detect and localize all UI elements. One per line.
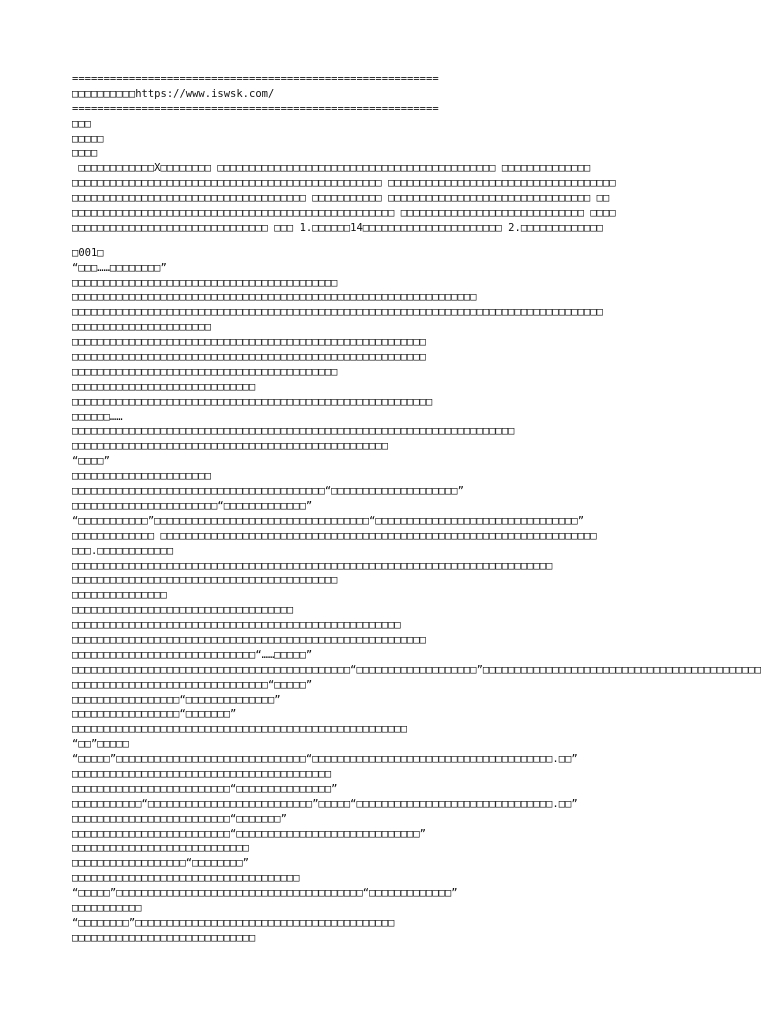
body-line: □□□□□□□□□□□□□□□□□□□□□□□□□□□□□□□□□□□□□□□□□□: [72, 276, 338, 289]
body-line: “□□□□□”□□□□□□□□□□□□□□□□□□□□□□□□□□□□□□□□□□□□□□□“□□□□□□□□□□□□□”: [72, 887, 458, 900]
body-line: □□□□□□□□□□□□□□□□□□□□□□□□□□□□□□□□□□□□□□□□□□□□□□□□□□□□□□□□□□□□□□□□□□□□□□□□□□□□: [72, 559, 553, 572]
body-line: □□□□□□□□□□□□□□□□□□□□□□□□□□□□□□□□□□□□□□□□□□□□□□□□□□□□□□□□: [72, 351, 427, 364]
intro-line: □□□□□□□□□□□□□□□□□□□□□□□□□□□□□□□□□□□□□□□□□□□□□□□□□ □□□□□□□□□□□□□□□□□□□□□□□□□□□□□□□□□□□□: [72, 177, 616, 190]
body-line: □□□□□□□□□□□□□□□□□□□□□□□□□□□□□□□□□□□□□□□□□□□□□□□□□□□□□□□□: [72, 336, 427, 349]
body-line: □□□□□□□□□□□□□□□□□□□□□□□□□□□□□□□□□□□□: [72, 872, 300, 885]
body-line: □□□.□□□□□□□□□□□□: [72, 544, 174, 557]
body-line: □□□□□□□□□□□□□□□□□□□□□□□□□□□□□□□□□□□□□□□□□□□□□□□□□□□□□□□□□□□□□□□□□□□□□□: [72, 425, 515, 438]
intro-line: □□□□□□□□□□□□□□□□□□□□□□□□□□□□□□□□□□□□□ □□□□□□□□□□□ □□□□□□□□□□□□□□□□□□□□□□□□□□□□□□□□ □□: [72, 192, 610, 205]
body-line: □□□□□□□□□□□□□□□□□□□□□□□□□□□□□□□□□□□□□□□□□□□□□□□□□□□□□□□□□□□□□□□□: [72, 291, 477, 304]
body-line: “□□”□□□□□: [72, 738, 129, 751]
document-page: [72, 72, 762, 946]
body-line: □□□□□□……: [72, 410, 123, 423]
body-line: □□□□□□□□□□□□□□□□□□□□□□□□□□□□□□□□□□□□□□□□□: [72, 767, 332, 780]
body-line: □□□□□□□□□□□“□□□□□□□□□□□□□□□□□□□□□□□□□□”□□□□□“□□□□□□□□□□□□□□□□□□□□□□□□□□□□□□□.□□”: [72, 797, 578, 810]
body-line: □□□□□□□□□□□□□□□□□“□□□□□□□□□□□□□□”: [72, 693, 281, 706]
book-author: □□□□□: [72, 132, 104, 145]
body-line: □□□□□□□□□□□□□□□□□□□□□□□□□□□□□: [72, 931, 256, 944]
body-line: □□□□□□□□□□□□□□□: [72, 589, 167, 602]
body-line: □□□□□□□□□□□□□□□□□□□□□□□□□□□□□□□□□□□□□□□□□□: [72, 365, 338, 378]
header-rule-bottom: ==========================================================: [72, 102, 439, 115]
header-rule-top: ==========================================================: [72, 73, 439, 85]
body-line: □□□□□□□□□□□□□□□□□□□□□□□“□□□□□□□□□□□□□”: [72, 499, 313, 512]
body-line: “□□□□□□□□□□□”□□□□□□□□□□□□□□□□□□□□□□□□□□□□□□□□□□“□□□□□□□□□□□□□□□□□□□□□□□□□□□□□□□□”: [72, 514, 585, 527]
body-line: □□□□□□□□□□□□□□□□□□□□□□□□□□□□□□□□□□□□□□□□“□□□□□□□□□□□□□□□□□□□□”: [72, 485, 464, 498]
body-line: □□□□□□□□□□□□□□□□□□□□□□: [72, 321, 212, 334]
body-line: □□□□□□□□□□□□□□□□□□□□□□□□□“□□□□□□□”: [72, 812, 287, 825]
intro-line: □□□□□□□□□□□□X□□□□□□□□ □□□□□□□□□□□□□□□□□□□□□□□□□□□□□□□□□□□□□□□□□□□□ □□□□□□□□□□□□□□: [72, 162, 591, 175]
body-line: □□□□□□□□□□□: [72, 901, 142, 914]
body-line: “□□□……□□□□□□□□”: [72, 261, 167, 274]
body-line: □□□□□□□□□□□□□□□□□□□□□□□□□□□□□: [72, 380, 256, 393]
body-line: □□□□□□□□□□□□□ □□□□□□□□□□□□□□□□□□□□□□□□□□□□□□□□□□□□□□□□□□□□□□□□□□□□□□□□□□□□□□□□□□□□□: [72, 529, 597, 542]
source-url: □□□□□□□□□□https://www.iswsk.com/: [72, 87, 275, 100]
body-line: □□□□□□□□□□□□□□□□□“□□□□□□□”: [72, 708, 237, 721]
chapter-heading: □001□: [72, 246, 104, 259]
book-title: □□□: [72, 117, 91, 130]
body-line: □□□□□□□□□□□□□□□□□□□□□□□□□□□□□□□□□□□□□□□□□□: [72, 574, 338, 587]
intro-label: □□□□: [72, 147, 98, 160]
body-line: □□□□□□□□□□□□□□□□□□“□□□□□□□□”: [72, 857, 250, 870]
body-line: “□□□□”: [72, 455, 110, 468]
body-line: □□□□□□□□□□□□□□□□□□□□□□□□□□□□□□□□□□□□□□□□□□□□□□□□□□□□□: [72, 723, 408, 736]
body-line: □□□□□□□□□□□□□□□□□□□□□□□□□□□□□□□□□□□□□□□□□□□□□□□□□□□□□□□□: [72, 633, 427, 646]
body-line: □□□□□□□□□□□□□□□□□□□□□□□□□□□□: [72, 842, 250, 855]
body-line: □□□□□□□□□□□□□□□□□□□□□□□□□□□□□□□□□□□: [72, 604, 294, 617]
chapter-body: [72, 261, 762, 946]
body-line: “□□□□□”□□□□□□□□□□□□□□□□□□□□□□□□□□□□□□“□□□□□□□□□□□□□□□□□□□□□□□□□□□□□□□□□□□□□□.□□”: [72, 753, 578, 766]
body-line: □□□□□□□□□□□□□□□□□□□□□□□□□□□□□□□□□□□□□□□□□□□□□□□□□□: [72, 440, 389, 453]
body-line: □□□□□□□□□□□□□□□□□□□□□□□□□“□□□□□□□□□□□□□□□”: [72, 782, 338, 795]
body-line: □□□□□□□□□□□□□□□□□□□□□□□□□“□□□□□□□□□□□□□□□□□□□□□□□□□□□□□”: [72, 827, 427, 840]
intro-line: □□□□□□□□□□□□□□□□□□□□□□□□□□□□□□□ □□□ 1.□□□□□□14□□□□□□□□□□□□□□□□□□□□□□ 2.□□□□□□□□□□□□□: [72, 221, 604, 234]
body-line: □□□□□□□□□□□□□□□□□□□□□□□□□□□□□□□“□□□□□”: [72, 678, 313, 691]
body-line: □□□□□□□□□□□□□□□□□□□□□□□□□□□□□□□□□□□□□□□□□□□□□□□□□□□□: [72, 619, 401, 632]
body-line: “□□□□□□□□”□□□□□□□□□□□□□□□□□□□□□□□□□□□□□□□□□□□□□□□□□: [72, 916, 395, 929]
body-line: □□□□□□□□□□□□□□□□□□□□□□□□□□□□□“……□□□□□”: [72, 648, 313, 661]
intro-block: [72, 161, 732, 235]
body-line: □□□□□□□□□□□□□□□□□□□□□□□□□□□□□□□□□□□□□□□□□□□□□□□□□□□□□□□□□□□□□□□□□□□□□□□□□□□□□□□□□□□□: [72, 306, 604, 319]
body-line: □□□□□□□□□□□□□□□□□□□□□□: [72, 470, 212, 483]
body-line: □□□□□□□□□□□□□□□□□□□□□□□□□□□□□□□□□□□□□□□□□□□□□□□□□□□□□□□□□: [72, 395, 433, 408]
body-line: □□□□□□□□□□□□□□□□□□□□□□□□□□□□□□□□□□□□□□□□□□□□“□□□□□□□□□□□□□□□□□□□”□□□□□□□□□□□□□□□□□□□□□□□□□□□□□□□□□□□□□□□□□□□□: [72, 663, 762, 676]
intro-line: □□□□□□□□□□□□□□□□□□□□□□□□□□□□□□□□□□□□□□□□□□□□□□□□□□□ □□□□□□□□□□□□□□□□□□□□□□□□□□□□□ □□□□: [72, 207, 616, 220]
section-spacer: [72, 236, 732, 246]
